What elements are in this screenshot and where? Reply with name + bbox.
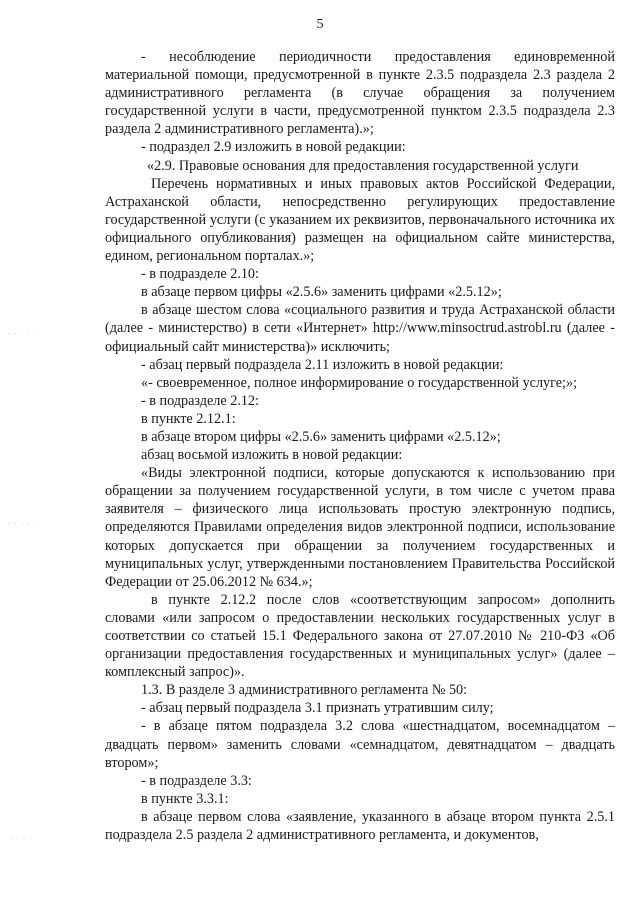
- section-heading: «2.9. Правовые основания для предоставления государственной услуги: [147, 157, 579, 174]
- page-number: 5: [316, 17, 324, 32]
- paragraph: - в подразделе 2.10:: [141, 266, 259, 283]
- scan-mark: · · · · ·: [8, 330, 38, 338]
- paragraph: - подраздел 2.9 изложить в новой редакции:: [141, 139, 406, 156]
- scan-mark: · · · ·: [10, 835, 33, 843]
- paragraph: - несоблюдение периодичности предоставления единовременной материальной помощи, предусмотренной в пункте 2.3.5 подраздела 2.3 раздела 2 административного регламента (в случае обращения за получением государственной услуги в части, предусмотренной пунктом 2.3.5 подраздела 2.3 раздела 2 административного регламента).»;: [105, 49, 615, 138]
- paragraph: Перечень нормативных и иных правовых актов Российской Федерации, Астраханской области, непосредственно регулирующих предоставление государственной услуги (с указанием их реквизитов, первоначального источника их официального опубликования) размещен на официальном сайте министерства, едином, региональном порталах.»;: [105, 175, 615, 265]
- scan-mark: · · · · ·: [8, 520, 38, 528]
- paragraph: - абзац первый подраздела 2.11 изложить в новой редакции:: [141, 356, 504, 373]
- paragraph: в абзаце втором цифры «2.5.6» заменить цифрами «2.5.12»;: [141, 428, 501, 445]
- paragraph: - в подразделе 3.3:: [141, 772, 252, 789]
- paragraph: в пункте 2.12.2 после слов «соответствующим запросом» дополнить словами «или запросом о предоставлении нескольких государственных услуг в соответствии со статьей 15.1 Федерального закона от 27.07.2010 № 210-ФЗ «Об организации предоставления государственных и муниципальных услуг» (далее – комплексный запрос)».: [105, 591, 615, 681]
- paragraph: - абзац первый подраздела 3.1 признать утратившим силу;: [141, 700, 494, 717]
- document-body: [105, 48, 615, 844]
- paragraph: в пункте 3.3.1:: [141, 790, 229, 807]
- paragraph: - в подразделе 2.12:: [141, 392, 259, 409]
- paragraph: 1.3. В разделе 3 административного регламента № 50:: [141, 682, 468, 699]
- paragraph: в абзаце шестом слова «социального развития и труда Астраханской области (далее - министерство) в сети «Интернет» http://www.minsoctrud.astrobl.ru (далее - официальный сайт министерства)» исключить;: [105, 302, 615, 355]
- paragraph: абзац восьмой изложить в новой редакции:: [141, 447, 403, 464]
- paragraph: в пункте 2.12.1:: [141, 410, 236, 427]
- paragraph: в абзаце первом слова «заявление, указанного в абзаце втором пункта 2.5.1 подраздела 2.5 раздела 2 административного регламента, и документов,: [105, 808, 615, 844]
- paragraph: в абзаце первом цифры «2.5.6» заменить цифрами «2.5.12»;: [141, 284, 502, 301]
- paragraph: - в абзаце пятом подраздела 3.2 слова «шестнадцатом, восемнадцатом – двадцать первом» заменить словами «семнадцатом, девятнадцатом – двадцать втором»;: [105, 718, 615, 771]
- paragraph: «- своевременное, полное информирование о государственной услуге;»;: [141, 374, 578, 391]
- paragraph: «Виды электронной подписи, которые допускаются к использованию при обращении за получением государственной услуги, в том числе с учетом права заявителя – физического лица использовать простую электронную подпись, определяются Правилами определения видов электронной подписи, использование которых допускается при обращении за получением государственных и муниципальных услуг, утвержденными постановлением Правительства Российской Федерации от 25.06.2012 № 634.»;: [105, 465, 615, 590]
